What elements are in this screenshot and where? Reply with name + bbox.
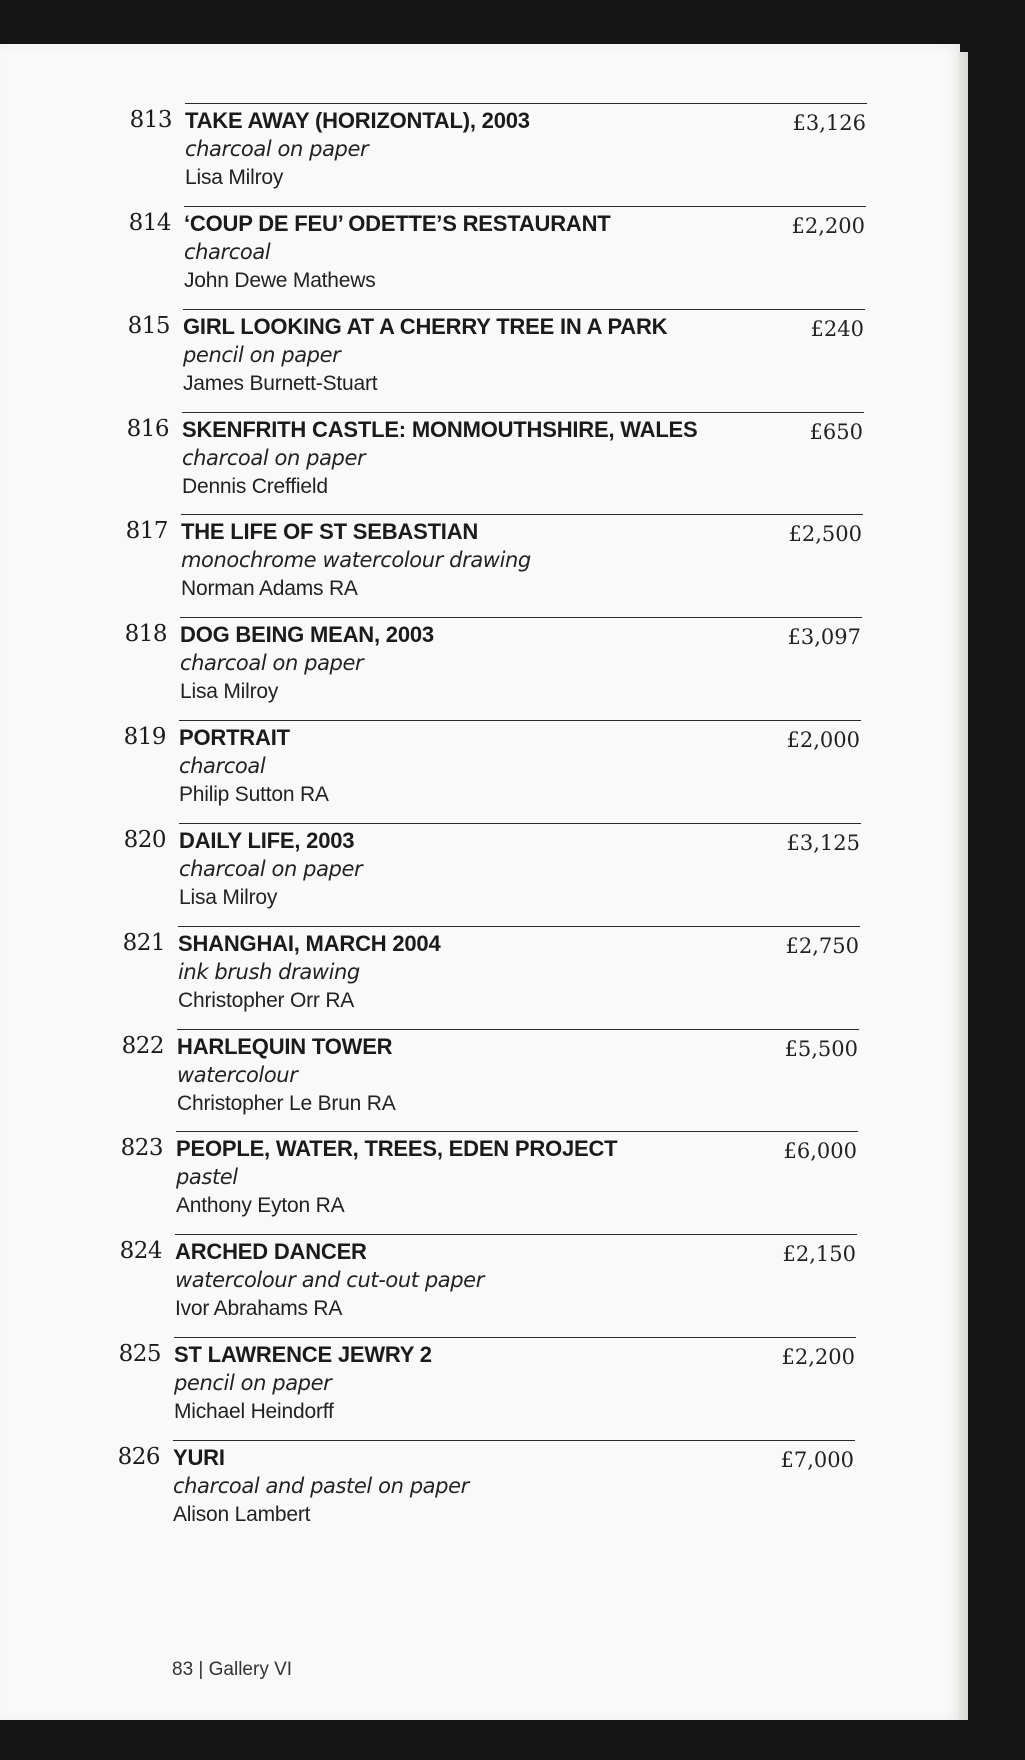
page-footer <box>172 1659 292 1681</box>
entry-rule <box>179 823 861 824</box>
entry-rule <box>174 1337 856 1338</box>
entry-rule <box>177 1029 859 1030</box>
entry-rule <box>175 1234 857 1235</box>
entry-medium: charcoal <box>184 240 271 264</box>
entry-rule <box>182 412 864 413</box>
entry-medium: charcoal and pastel on paper <box>173 1474 469 1498</box>
entry-title: PORTRAIT <box>179 725 290 750</box>
entry-artist: Lisa Milroy <box>185 166 284 189</box>
catalogue-entry <box>0 309 960 412</box>
entry-artist: Michael Heindorff <box>174 1400 334 1423</box>
page-number: 83 <box>172 1659 194 1680</box>
entry-number: 823 <box>120 1135 163 1161</box>
entry-price: £240 <box>810 317 864 341</box>
entry-medium: charcoal <box>179 754 266 778</box>
catalogue-entry <box>0 617 960 720</box>
entry-number: 815 <box>127 313 170 339</box>
entry-medium: charcoal on paper <box>185 137 369 161</box>
catalogue-entry <box>0 1440 960 1543</box>
catalogue-entry <box>0 1131 960 1234</box>
entry-price: £2,200 <box>781 1345 855 1369</box>
entry-artist: Dennis Creffield <box>182 475 328 498</box>
entry-title: ‘COUP DE FEU’ ODETTE’S RESTAURANT <box>184 211 611 236</box>
entry-price: £2,000 <box>786 728 860 752</box>
entry-artist: Anthony Eyton RA <box>176 1194 345 1217</box>
entry-medium: charcoal on paper <box>182 446 366 470</box>
entry-price: £3,126 <box>792 111 866 135</box>
entry-medium: charcoal on paper <box>179 857 363 881</box>
entry-title: ARCHED DANCER <box>175 1239 367 1264</box>
entry-artist: Ivor Abrahams RA <box>175 1297 343 1320</box>
entry-medium: watercolour <box>177 1063 298 1087</box>
entry-artist: Christopher Orr RA <box>178 989 355 1012</box>
catalogue-entry <box>0 926 960 1029</box>
catalogue-entry <box>0 1234 960 1337</box>
footer-separator: | <box>198 1659 204 1680</box>
entry-number: 822 <box>121 1033 164 1059</box>
entry-artist: John Dewe Mathews <box>184 269 376 292</box>
catalogue-entry <box>0 103 960 206</box>
entry-price: £7,000 <box>780 1448 854 1472</box>
catalogue-entry <box>0 412 960 515</box>
entry-medium: charcoal on paper <box>180 651 364 675</box>
entry-rule <box>173 1440 855 1441</box>
entry-artist: Philip Sutton RA <box>179 783 329 806</box>
entry-price: £2,500 <box>788 522 862 546</box>
entry-medium: pencil on paper <box>183 343 341 367</box>
entry-title: ST LAWRENCE JEWRY 2 <box>174 1342 432 1367</box>
entry-medium: ink brush drawing <box>178 960 360 984</box>
entry-rule <box>181 514 863 515</box>
catalogue-entry <box>0 823 960 926</box>
entry-title: SKENFRITH CASTLE: MONMOUTHSHIRE, WALES <box>182 417 698 442</box>
entry-title: PEOPLE, WATER, TREES, EDEN PROJECT <box>176 1136 618 1161</box>
entry-number: 820 <box>123 827 166 853</box>
entry-rule <box>184 206 866 207</box>
entry-title: GIRL LOOKING AT A CHERRY TREE IN A PARK <box>183 314 668 339</box>
entry-rule <box>176 1131 858 1132</box>
entry-number: 821 <box>122 930 165 956</box>
entry-number: 814 <box>128 210 171 236</box>
entry-price: £2,750 <box>785 934 859 958</box>
entry-number: 826 <box>117 1444 160 1470</box>
entry-artist: Lisa Milroy <box>179 886 278 909</box>
entry-title: HARLEQUIN TOWER <box>177 1034 393 1059</box>
section-name: Gallery VI <box>208 1659 293 1680</box>
catalogue-entry <box>0 514 960 617</box>
entry-medium: watercolour and cut-out paper <box>175 1268 484 1292</box>
entry-number: 817 <box>125 518 168 544</box>
entry-medium: pencil on paper <box>174 1371 332 1395</box>
entry-price: £6,000 <box>783 1139 857 1163</box>
entry-title: YURI <box>173 1445 225 1470</box>
entry-rule <box>183 309 865 310</box>
entry-artist: Christopher Le Brun RA <box>177 1092 396 1115</box>
entry-rule <box>178 926 860 927</box>
entry-artist: Lisa Milroy <box>180 680 279 703</box>
entry-price: £2,150 <box>782 1242 856 1266</box>
entry-artist: James Burnett-Stuart <box>183 372 378 395</box>
entry-number: 813 <box>129 107 172 133</box>
entry-price: £650 <box>809 420 863 444</box>
catalogue-entry <box>0 206 960 309</box>
entry-rule <box>179 720 861 721</box>
entry-price: £3,097 <box>787 625 861 649</box>
entry-price: £3,125 <box>786 831 860 855</box>
entry-number: 824 <box>119 1238 162 1264</box>
entry-title: DOG BEING MEAN, 2003 <box>180 622 434 647</box>
entry-artist: Alison Lambert <box>173 1503 311 1526</box>
entry-medium: pastel <box>176 1165 238 1189</box>
entry-title: TAKE AWAY (HORIZONTAL), 2003 <box>185 108 530 133</box>
entry-medium: monochrome watercolour drawing <box>181 548 531 572</box>
entry-number: 818 <box>124 621 167 647</box>
catalogue-entry <box>0 1029 960 1132</box>
entry-price: £2,200 <box>791 214 865 238</box>
entry-rule <box>180 617 862 618</box>
entry-rule <box>185 103 867 104</box>
entry-number: 816 <box>126 416 169 442</box>
entry-number: 825 <box>118 1341 161 1367</box>
entry-title: THE LIFE OF ST SEBASTIAN <box>181 519 479 544</box>
entry-title: SHANGHAI, MARCH 2004 <box>178 931 441 956</box>
entry-title: DAILY LIFE, 2003 <box>179 828 355 853</box>
catalogue-entry <box>0 720 960 823</box>
entry-price: £5,500 <box>784 1037 858 1061</box>
catalogue-entry <box>0 1337 960 1440</box>
entry-number: 819 <box>123 724 166 750</box>
entry-artist: Norman Adams RA <box>181 577 358 600</box>
